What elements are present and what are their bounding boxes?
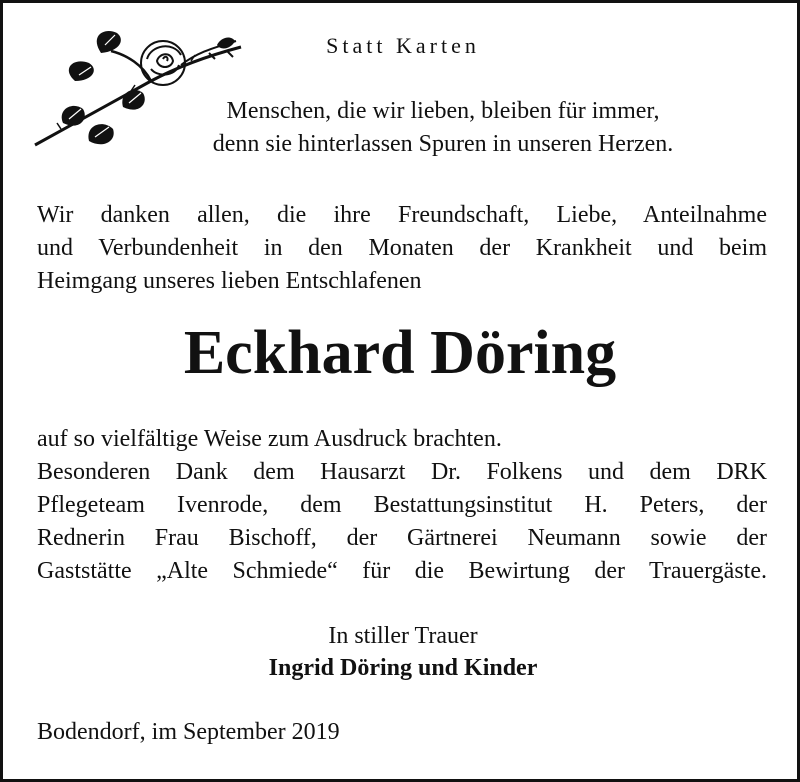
thanks-intro-line: Wir danken allen, die ihre Freundschaft, Liebe, Anteilnahme [37,202,767,228]
place-date: Bodendorf, im September 2019 [37,719,340,745]
thanks-intro-line: und Verbundenheit in den Monaten der Krankheit und beim [37,235,767,261]
thanks-body [37,423,767,588]
quote [153,95,733,161]
thanks-body-line: Gaststätte „Alte Schmiede“ für die Bewirtung der Trauergäste. [37,558,767,584]
quote-line: denn sie hinterlassen Spuren in unseren Herzen. [212,131,674,157]
thanks-intro [37,199,767,298]
thanks-intro-line: Heimgang unseres lieben Entschlafenen [37,268,422,294]
header-statt-karten: Statt Karten [326,33,480,58]
quote-line: Menschen, die wir lieben, bleiben für immer, [226,98,660,124]
signature-names: Ingrid Döring und Kinder [268,655,538,681]
thanks-body-line: Rednerin Frau Bischoff, der Gärtnerei Neumann sowie der [37,525,767,551]
signature-intro: In stiller Trauer [328,623,478,649]
thanks-body-line: auf so vielfältige Weise zum Ausdruck brachten. [37,426,502,452]
deceased-name: Eckhard Döring [183,319,617,387]
thanks-body-line: Besonderen Dank dem Hausarzt Dr. Folkens und dem DRK [37,459,767,485]
thanks-body-line: Pflegeteam Ivenrode, dem Bestattungsinstitut H. Peters, der [37,492,767,518]
